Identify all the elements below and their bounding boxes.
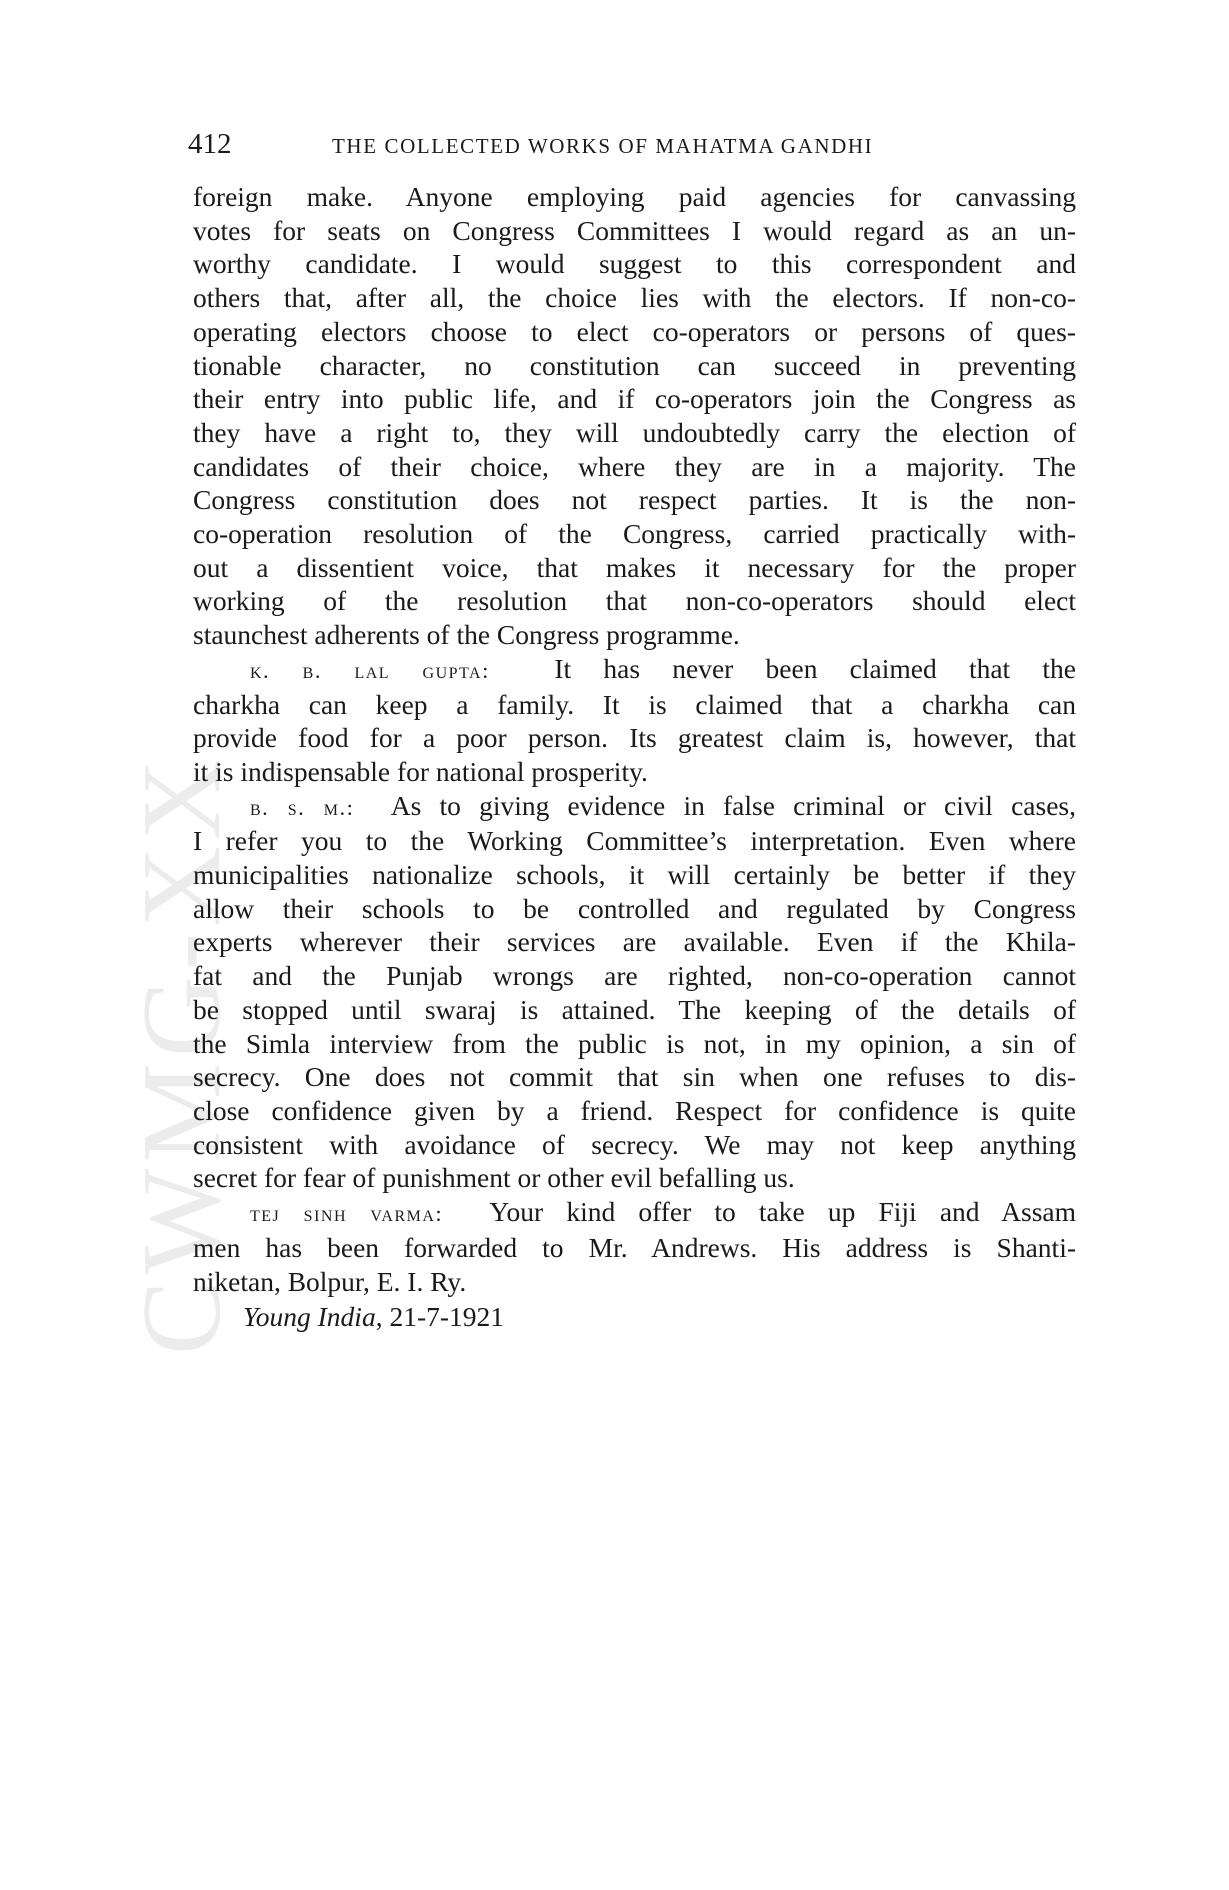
line-text: it is indispensable for national prosperity. [193,755,648,787]
publication-date: , 21-7-1921 [375,1301,505,1333]
text-line [193,688,1076,722]
line-text: out a dissentient voice, that makes it necessary for the proper [193,551,1076,583]
text-line [193,281,1076,315]
speaker-name: k. b. lal gupta: [250,657,490,683]
text-line [193,1027,1076,1061]
line-text: working of the resolution that non-co-operators should elect [193,585,1076,617]
line-text: tionable character, no constitution can succeed in preventing [193,349,1076,381]
line-text: It has never been claimed that the [554,652,1076,684]
paragraph [193,652,1076,789]
text-line [193,721,1076,755]
line-text: close confidence given by a friend. Respect for confidence is quite [193,1094,1076,1126]
line-text: allow their schools to be controlled and regulated by Congress [193,892,1076,924]
text-line [193,993,1076,1027]
line-text: I refer you to the Working Committee’s interpretation. Even where [193,825,1076,857]
text-line [193,315,1076,349]
paragraph [193,1195,1076,1298]
text-line [193,652,1076,688]
page-header [188,128,1078,164]
line-text: niketan, Bolpur, E. I. Ry. [193,1265,467,1297]
page-body [193,180,1076,1334]
text-line [193,1094,1076,1128]
text-line [193,180,1076,214]
line-text: consistent with avoidance of secrecy. We may not keep anything [193,1128,1076,1160]
line-text: votes for seats on Congress Committees I would regard as an un- [193,214,1076,246]
line-text: secret for fear of punishment or other evil befalling us. [193,1162,795,1194]
line-text: municipalities nationalize schools, it will certainly be better if they [193,859,1076,891]
speaker-name: b. s. m.: [250,794,355,820]
text-line [193,483,1076,517]
speaker-name: tej sinh varma: [250,1201,444,1227]
paragraph [193,789,1076,1195]
text-line [193,755,1076,789]
line-text: be stopped until swaraj is attained. The keeping of the details of [193,993,1076,1025]
line-text: secrecy. One does not commit that sin when one refuses to dis- [193,1061,1076,1093]
line-text: men has been forwarded to Mr. Andrews. His address is Shanti- [193,1231,1076,1263]
text-line [193,517,1076,551]
text-line [193,1060,1076,1094]
text-line [193,214,1076,248]
text-line [193,349,1076,383]
text-line [193,618,1076,652]
text-line [193,1161,1076,1195]
line-text: worthy candidate. I would suggest to this correspondent and [193,248,1076,280]
text-line [193,382,1076,416]
line-text: Congress constitution does not respect parties. It is the non- [193,484,1076,516]
publication-name: Young India [243,1301,376,1333]
line-text: provide food for a poor person. Its greatest claim is, however, that [193,722,1076,754]
line-text: experts wherever their services are available. Even if the Khila- [193,926,1076,958]
line-text: foreign make. Anyone employing paid agencies for canvassing [193,181,1076,212]
watermark: CWMG-XX [120,753,244,1355]
text-line [193,789,1076,825]
line-text: they have a right to, they will undoubtedly carry the election of [193,416,1076,448]
text-line [193,450,1076,484]
text-line [193,959,1076,993]
line-text: Your kind offer to take up Fiji and Assam [489,1196,1076,1228]
line-text: co-operation resolution of the Congress, carried practically with- [193,518,1076,550]
line-text: As to giving evidence in false criminal or civil cases, [390,789,1076,821]
line-text: their entry into public life, and if co-operators join the Congress as [193,383,1076,415]
text-line [193,925,1076,959]
text-line [193,858,1076,892]
text-line [193,1231,1076,1265]
text-line [193,824,1076,858]
page-number: 412 [188,128,232,160]
source-citation [193,1300,1076,1334]
text-line [193,551,1076,585]
running-title: THE COLLECTED WORKS OF MAHATMA GANDHI [332,134,874,158]
text-line [193,892,1076,926]
line-text: staunchest adherents of the Congress programme. [193,619,740,651]
text-line [193,1195,1076,1231]
line-text: candidates of their choice, where they are in a majority. The [193,450,1076,482]
text-line [193,416,1076,450]
line-text: fat and the Punjab wrongs are righted, non-co-operation cannot [193,960,1076,992]
line-text: operating electors choose to elect co-operators or persons of ques- [193,315,1076,347]
text-line [193,1265,1076,1299]
text-line [193,1128,1076,1162]
text-line [193,247,1076,281]
paragraph [193,180,1076,652]
line-text: charkha can keep a family. It is claimed that a charkha can [193,688,1076,720]
line-text: others that, after all, the choice lies with the electors. If non-co- [193,282,1076,314]
line-text: the Simla interview from the public is not, in my opinion, a sin of [193,1027,1076,1059]
text-line [193,584,1076,618]
